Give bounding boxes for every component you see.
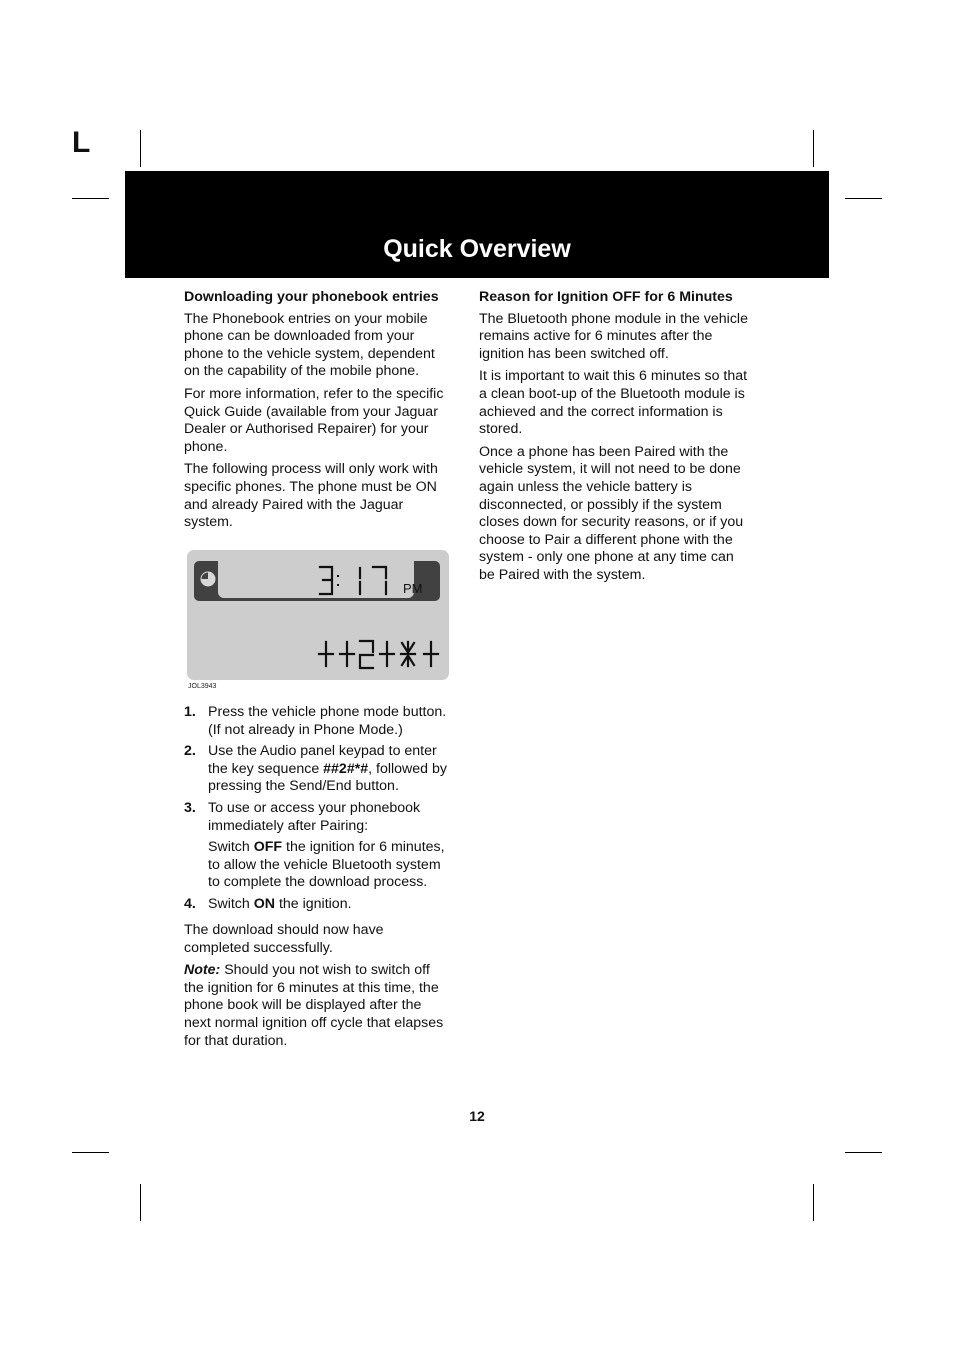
list-item: 2. Use the Audio panel keypad to enter the key sequence ##2#*#, followed by pressing the Send/End button.	[184, 743, 448, 795]
paragraph: The following process will only work with specific phones. The phone must be ON and already Paired with the Jaguar system.	[184, 461, 438, 531]
crop-mark	[140, 130, 141, 167]
page-title: Quick Overview	[383, 235, 571, 263]
crop-mark	[813, 130, 814, 167]
page-number: 12	[469, 1108, 485, 1124]
sub-paragraph: Switch OFF the ignition for 6 minutes, to allow the vehicle Bluetooth system to complete the download process.	[208, 839, 445, 891]
crop-mark	[72, 1152, 109, 1153]
radio-display-illustration	[187, 550, 449, 680]
clock-icon	[200, 571, 216, 587]
side-letter: L	[72, 126, 91, 159]
list-item: 4. Switch ON the ignition.	[184, 895, 352, 912]
title-banner	[125, 171, 829, 278]
key-sequence-readout	[317, 638, 443, 672]
time-readout	[318, 564, 398, 598]
right-column	[479, 289, 749, 590]
left-column	[184, 289, 452, 537]
crop-mark	[845, 1152, 882, 1153]
crop-mark	[140, 1184, 141, 1221]
paragraph: For more information, refer to the specific Quick Guide (available from your Jaguar Dealer or Authorised Repairer) for your phone.	[184, 385, 444, 455]
pm-indicator: PM	[403, 581, 423, 596]
closing-text	[184, 922, 452, 1055]
image-reference: JOL3943	[188, 683, 217, 690]
crop-mark	[72, 198, 109, 199]
paragraph: The Bluetooth phone module in the vehicle remains active for 6 minutes after the ignition has been switched off.	[479, 310, 748, 362]
paragraph: It is important to wait this 6 minutes so that a clean boot-up of the Bluetooth module is achieved and the correct information is stored.	[479, 368, 748, 438]
note: Note: Should you not wish to switch off the ignition for 6 minutes at this time, the phone book will be displayed after the next normal ignition off cycle that elapses for that duration.	[184, 962, 444, 1049]
list-item: 3. To use or access your phonebook immediately after Pairing: Switch OFF the ignition for 6 minutes, to allow the vehicle Bluetooth system to complete the download process.	[184, 800, 452, 892]
paragraph: Once a phone has been Paired with the vehicle system, it will not need to be done again unless the vehicle battery is disconnected, or possibly if the system closes down for security reasons, or if you choose to Pair a different phone with the system - only one phone at any time can be Paired with the system.	[479, 443, 744, 583]
section-heading-phonebook: Downloading your phonebook entries	[184, 289, 439, 305]
display-top-bar	[194, 561, 440, 601]
section-heading-ignition: Reason for Ignition OFF for 6 Minutes	[479, 289, 733, 305]
steps-list	[184, 704, 452, 918]
crop-mark	[845, 198, 882, 199]
paragraph: The download should now have completed successfully.	[184, 922, 384, 956]
crop-mark	[813, 1184, 814, 1221]
paragraph: The Phonebook entries on your mobile phone can be downloaded from your phone to the vehicle system, dependent on the capability of the mobile phone.	[184, 310, 435, 380]
list-item: 1. Press the vehicle phone mode button. (If not already in Phone Mode.)	[184, 704, 447, 738]
